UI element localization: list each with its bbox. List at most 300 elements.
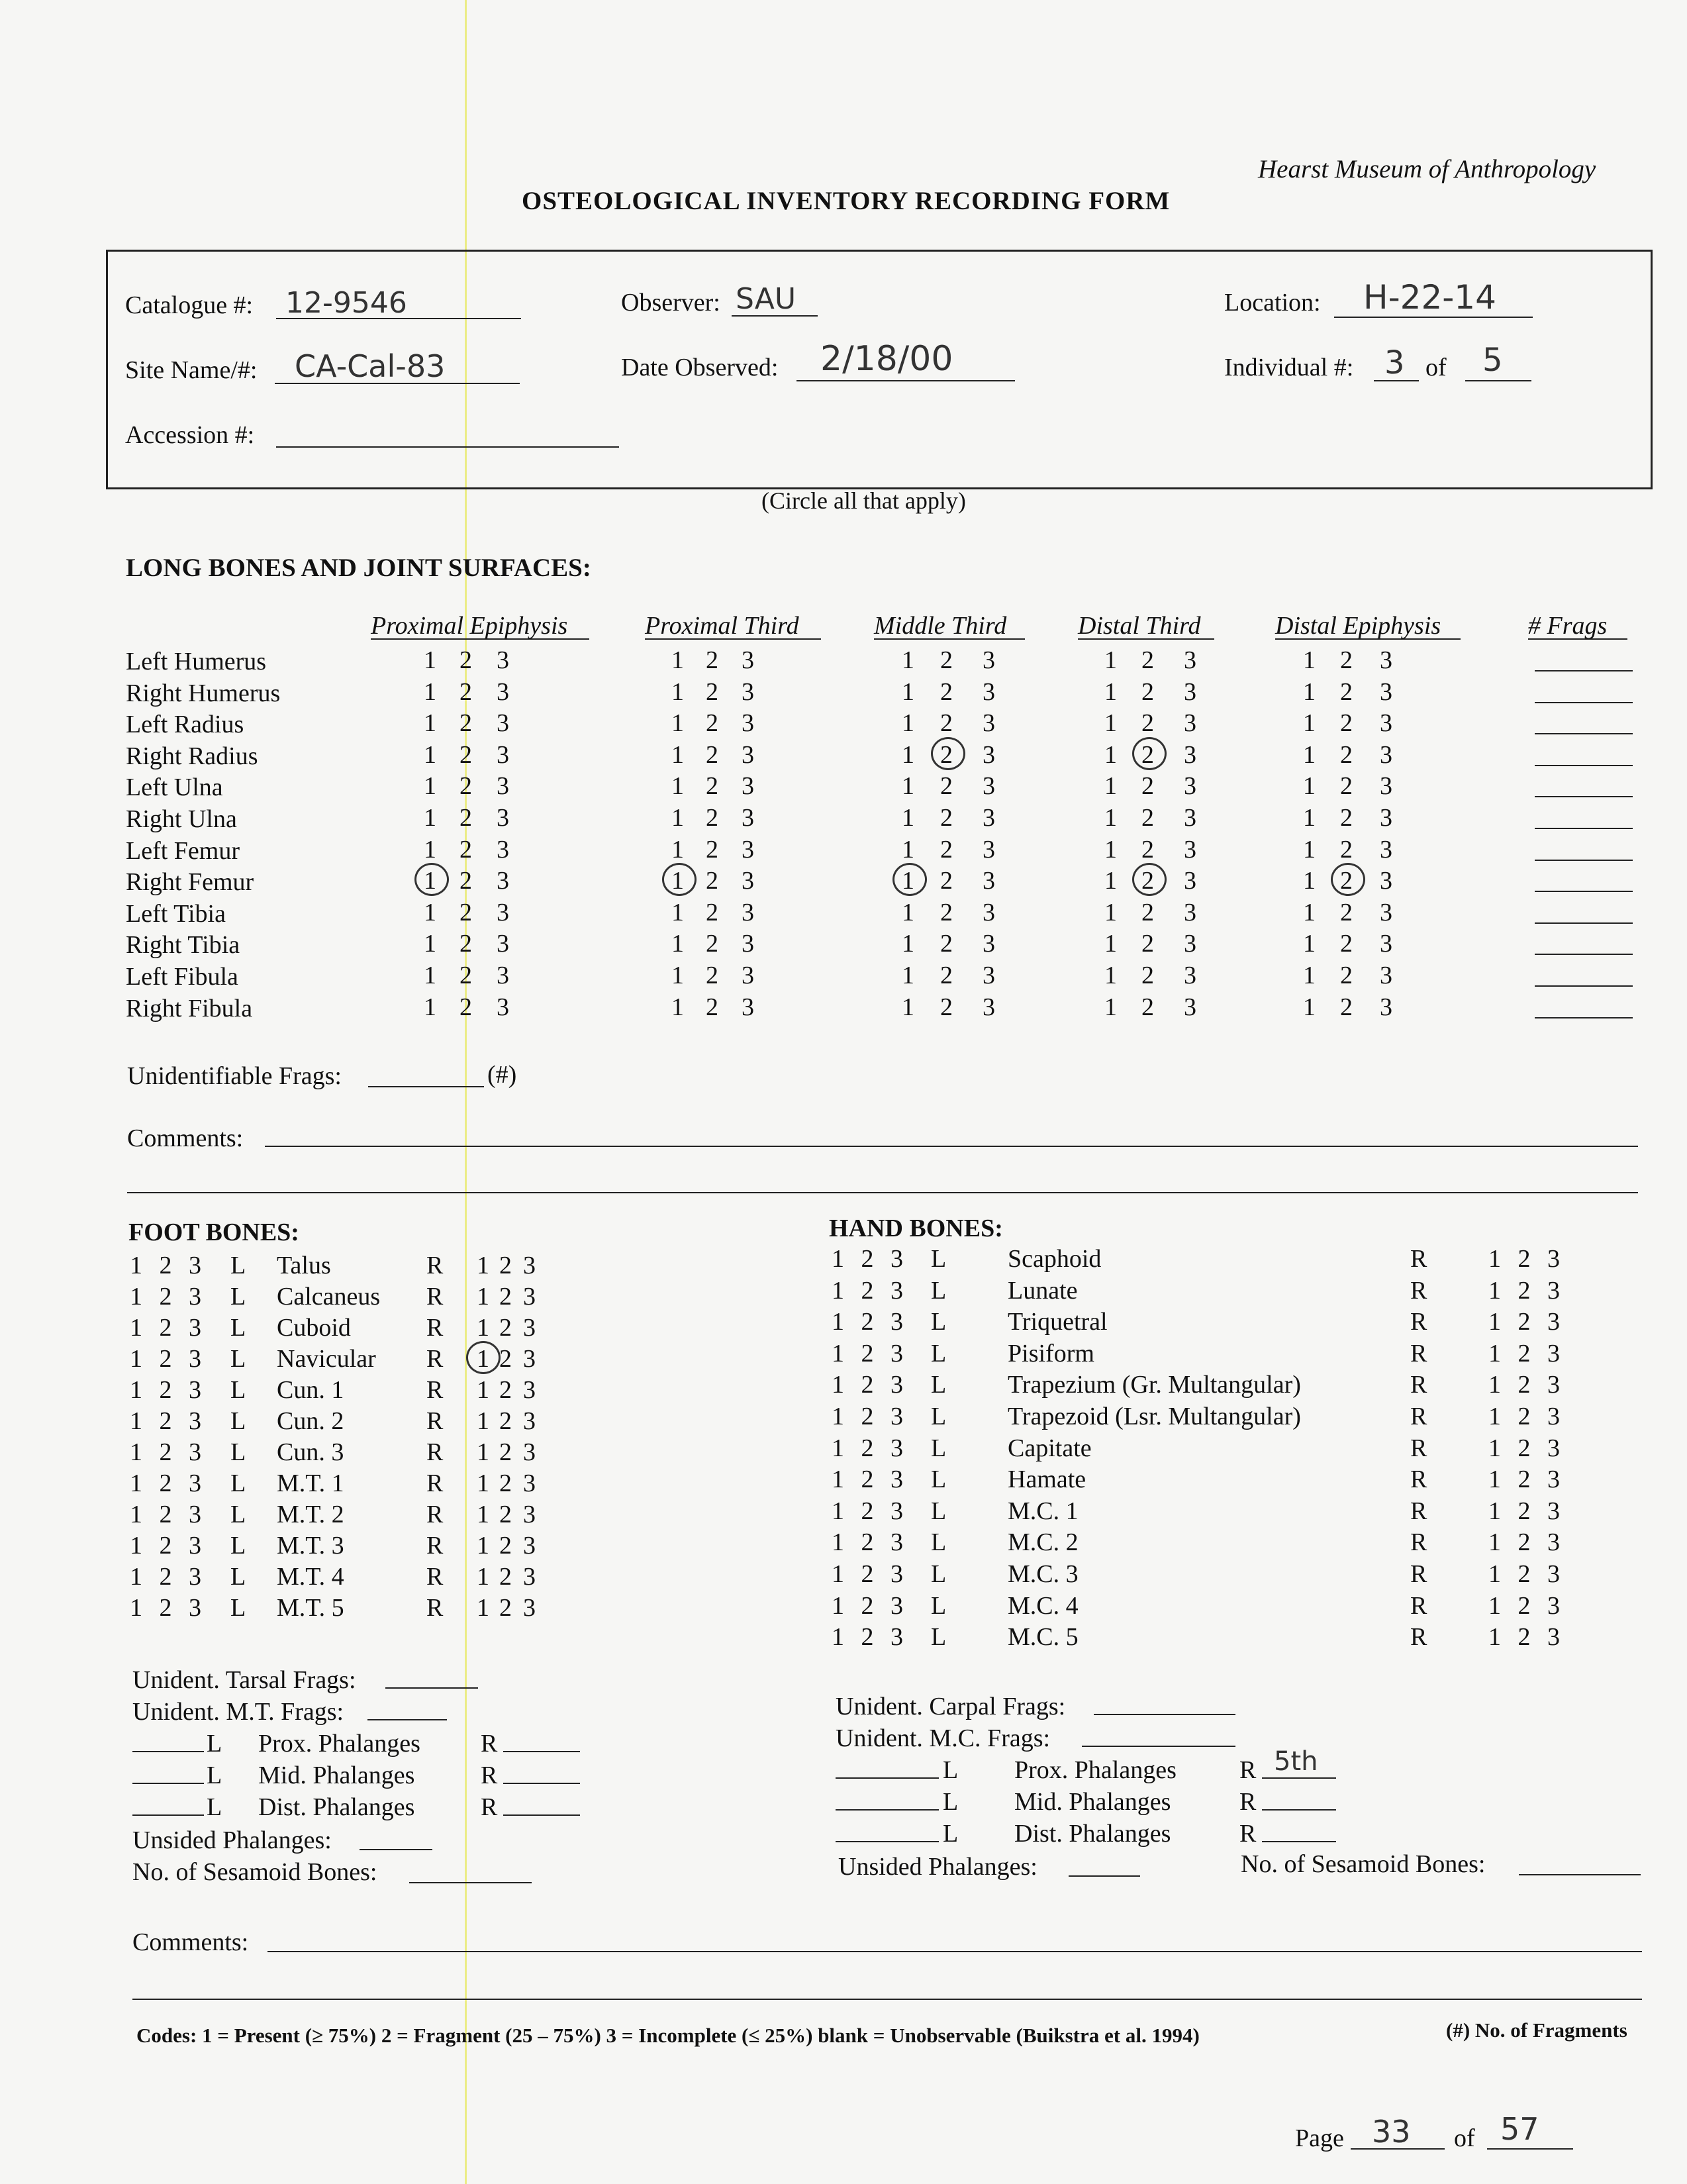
score-option[interactable]: 3 bbox=[1380, 962, 1392, 989]
score-option[interactable]: 3 bbox=[742, 962, 754, 989]
score-option[interactable]: 3 bbox=[497, 867, 509, 895]
unident-frags-line[interactable] bbox=[368, 1086, 484, 1087]
score-option[interactable]: 3 bbox=[497, 741, 509, 769]
right-scores[interactable]: 1 2 3 bbox=[1488, 1308, 1565, 1336]
left-scores[interactable]: 1 2 3 bbox=[832, 1340, 908, 1367]
hand-sesamoid-line[interactable] bbox=[1519, 1874, 1641, 1875]
score-option[interactable]: 2 bbox=[459, 646, 472, 674]
score-option[interactable]: 1 bbox=[424, 930, 436, 958]
right-score-option[interactable]: 1 bbox=[477, 1376, 489, 1404]
right-scores[interactable]: 1 2 3 bbox=[1488, 1623, 1565, 1651]
score-option[interactable]: 1 bbox=[1104, 772, 1117, 800]
score-option[interactable]: 2 bbox=[940, 930, 953, 958]
score-option[interactable]: 3 bbox=[742, 646, 754, 674]
score-option[interactable]: 2 bbox=[1141, 962, 1154, 989]
score-option[interactable]: 2 bbox=[1141, 646, 1154, 674]
score-option[interactable]: 2 bbox=[459, 962, 472, 989]
score-option[interactable]: 2 bbox=[1340, 646, 1353, 674]
score-option[interactable]: 2 bbox=[940, 899, 953, 926]
right-score-option[interactable]: 3 bbox=[523, 1563, 536, 1591]
score-option[interactable]: 2 bbox=[706, 804, 718, 832]
right-score-option[interactable]: 3 bbox=[523, 1438, 536, 1466]
score-option[interactable]: 1 bbox=[1303, 993, 1316, 1021]
score-option[interactable]: 3 bbox=[497, 646, 509, 674]
left-scores[interactable]: 1 2 3 bbox=[832, 1497, 908, 1525]
score-option[interactable]: 3 bbox=[983, 993, 995, 1021]
score-option[interactable]: 3 bbox=[983, 962, 995, 989]
left-scores[interactable]: 1 2 3 bbox=[130, 1532, 207, 1560]
left-scores[interactable]: 1 2 3 bbox=[130, 1594, 207, 1622]
score-option[interactable]: 3 bbox=[1380, 772, 1392, 800]
score-option[interactable]: 1 bbox=[1104, 930, 1117, 958]
score-option[interactable]: 1 bbox=[1303, 836, 1316, 864]
score-option[interactable]: 2 bbox=[459, 836, 472, 864]
score-option[interactable]: 2 bbox=[1340, 993, 1353, 1021]
score-option[interactable]: 2 bbox=[706, 993, 718, 1021]
score-option[interactable]: 3 bbox=[983, 930, 995, 958]
score-option[interactable]: 2 bbox=[459, 930, 472, 958]
score-option[interactable]: 1 bbox=[671, 678, 684, 706]
score-option[interactable]: 3 bbox=[742, 867, 754, 895]
frags-count-line[interactable] bbox=[1535, 891, 1633, 892]
right-score-option[interactable]: 3 bbox=[523, 1594, 536, 1622]
score-option[interactable]: 1 bbox=[671, 836, 684, 864]
score-option[interactable]: 1 bbox=[671, 993, 684, 1021]
score-option[interactable]: 1 bbox=[671, 646, 684, 674]
score-option[interactable]: 1 bbox=[671, 899, 684, 926]
score-option[interactable]: 2 bbox=[1141, 867, 1154, 895]
score-option[interactable]: 1 bbox=[902, 962, 914, 989]
location-line[interactable] bbox=[1334, 317, 1533, 318]
foot-sesamoid-line[interactable] bbox=[409, 1882, 532, 1883]
score-option[interactable]: 3 bbox=[497, 772, 509, 800]
mt-frags-line[interactable] bbox=[367, 1719, 447, 1720]
score-option[interactable]: 3 bbox=[497, 962, 509, 989]
left-scores[interactable]: 1 2 3 bbox=[130, 1376, 207, 1404]
score-option[interactable]: 3 bbox=[1380, 867, 1392, 895]
score-option[interactable]: 3 bbox=[742, 741, 754, 769]
score-option[interactable]: 2 bbox=[706, 930, 718, 958]
right-score-option[interactable]: 1 bbox=[477, 1314, 489, 1342]
score-option[interactable]: 3 bbox=[1184, 899, 1196, 926]
score-option[interactable]: 1 bbox=[1303, 804, 1316, 832]
score-option[interactable]: 1 bbox=[902, 772, 914, 800]
left-phalanx-line[interactable] bbox=[132, 1783, 204, 1784]
frags-count-line[interactable] bbox=[1535, 954, 1633, 955]
score-option[interactable]: 2 bbox=[1340, 772, 1353, 800]
score-option[interactable]: 1 bbox=[424, 804, 436, 832]
score-option[interactable]: 1 bbox=[902, 709, 914, 737]
score-option[interactable]: 2 bbox=[940, 962, 953, 989]
score-option[interactable]: 1 bbox=[902, 867, 914, 895]
right-phalanx-line[interactable] bbox=[503, 1814, 580, 1816]
right-scores[interactable]: 1 2 3 bbox=[1488, 1277, 1565, 1305]
right-score-option[interactable]: 1 bbox=[477, 1407, 489, 1435]
score-option[interactable]: 1 bbox=[424, 836, 436, 864]
right-scores[interactable]: 1 2 3 bbox=[1488, 1340, 1565, 1367]
score-option[interactable]: 1 bbox=[1104, 646, 1117, 674]
observer-value: SAU bbox=[736, 282, 796, 316]
left-phalanx-line[interactable] bbox=[836, 1841, 939, 1842]
score-option[interactable]: 3 bbox=[1380, 678, 1392, 706]
score-option[interactable]: 3 bbox=[983, 646, 995, 674]
score-option[interactable]: 2 bbox=[459, 899, 472, 926]
left-phalanx-line[interactable] bbox=[836, 1777, 939, 1779]
score-option[interactable]: 2 bbox=[1141, 836, 1154, 864]
score-option[interactable]: 3 bbox=[983, 804, 995, 832]
score-option[interactable]: 3 bbox=[742, 709, 754, 737]
right-score-option[interactable]: 2 bbox=[499, 1376, 512, 1404]
score-option[interactable]: 2 bbox=[706, 899, 718, 926]
score-option[interactable]: 3 bbox=[1184, 709, 1196, 737]
score-option[interactable]: 1 bbox=[424, 772, 436, 800]
right-score-option[interactable]: 2 bbox=[499, 1594, 512, 1622]
carpal-frags-line[interactable] bbox=[1094, 1714, 1235, 1715]
score-option[interactable]: 1 bbox=[671, 962, 684, 989]
score-option[interactable]: 2 bbox=[706, 867, 718, 895]
score-option[interactable]: 1 bbox=[1303, 646, 1316, 674]
right-score-option[interactable]: 2 bbox=[499, 1563, 512, 1591]
score-option[interactable]: 3 bbox=[742, 772, 754, 800]
score-option[interactable]: 3 bbox=[983, 772, 995, 800]
right-phalanx-line[interactable] bbox=[503, 1783, 580, 1784]
score-option[interactable]: 2 bbox=[706, 709, 718, 737]
score-option[interactable]: 1 bbox=[671, 804, 684, 832]
column-header: # Frags bbox=[1528, 612, 1608, 640]
score-option[interactable]: 3 bbox=[497, 899, 509, 926]
left-scores[interactable]: 1 2 3 bbox=[130, 1469, 207, 1497]
left-phalanx-line[interactable] bbox=[132, 1814, 204, 1816]
left-scores[interactable]: 1 2 3 bbox=[130, 1407, 207, 1435]
score-option[interactable]: 2 bbox=[940, 772, 953, 800]
score-option[interactable]: 2 bbox=[1340, 741, 1353, 769]
score-option[interactable]: 3 bbox=[983, 709, 995, 737]
left-scores[interactable]: 1 2 3 bbox=[832, 1560, 908, 1588]
score-option[interactable]: 2 bbox=[459, 772, 472, 800]
score-option[interactable]: 3 bbox=[983, 867, 995, 895]
score-option[interactable]: 2 bbox=[1340, 962, 1353, 989]
right-scores[interactable]: 1 2 3 bbox=[1488, 1560, 1565, 1588]
right-score-option[interactable]: 1 bbox=[477, 1532, 489, 1560]
score-option[interactable]: 3 bbox=[497, 836, 509, 864]
score-option[interactable]: 1 bbox=[424, 709, 436, 737]
score-option[interactable]: 1 bbox=[424, 741, 436, 769]
right-score-option[interactable]: 2 bbox=[499, 1283, 512, 1311]
score-option[interactable]: 2 bbox=[1340, 804, 1353, 832]
individual-total-line[interactable] bbox=[1465, 380, 1531, 381]
left-scores[interactable]: 1 2 3 bbox=[832, 1528, 908, 1556]
score-option[interactable]: 1 bbox=[902, 741, 914, 769]
score-option[interactable]: 1 bbox=[1303, 678, 1316, 706]
frags-count-line[interactable] bbox=[1535, 702, 1633, 703]
right-score-option[interactable]: 2 bbox=[499, 1469, 512, 1497]
right-score-option[interactable]: 1 bbox=[477, 1283, 489, 1311]
score-option[interactable]: 3 bbox=[497, 709, 509, 737]
right-score-option[interactable]: 3 bbox=[523, 1314, 536, 1342]
left-scores[interactable]: 1 2 3 bbox=[832, 1277, 908, 1305]
score-option[interactable]: 1 bbox=[1303, 962, 1316, 989]
score-option[interactable]: 3 bbox=[983, 836, 995, 864]
frags-count-line[interactable] bbox=[1535, 860, 1633, 861]
score-option[interactable]: 1 bbox=[902, 836, 914, 864]
right-score-option[interactable]: 2 bbox=[499, 1252, 512, 1279]
score-option[interactable]: 3 bbox=[1184, 804, 1196, 832]
right-score-option[interactable]: 2 bbox=[499, 1532, 512, 1560]
score-option[interactable]: 3 bbox=[1380, 993, 1392, 1021]
right-score-option[interactable]: 1 bbox=[477, 1501, 489, 1528]
score-option[interactable]: 1 bbox=[1303, 899, 1316, 926]
foot-unsided-line[interactable] bbox=[360, 1849, 432, 1850]
score-option[interactable]: 3 bbox=[1184, 993, 1196, 1021]
score-option[interactable]: 3 bbox=[1184, 646, 1196, 674]
right-score-option[interactable]: 1 bbox=[477, 1563, 489, 1591]
score-option[interactable]: 1 bbox=[1104, 899, 1117, 926]
score-option[interactable]: 1 bbox=[902, 804, 914, 832]
score-option[interactable]: 3 bbox=[497, 993, 509, 1021]
left-scores[interactable]: 1 2 3 bbox=[130, 1563, 207, 1591]
score-option[interactable]: 3 bbox=[1184, 741, 1196, 769]
score-option[interactable]: 3 bbox=[1380, 836, 1392, 864]
score-option[interactable]: 1 bbox=[1104, 678, 1117, 706]
left-scores[interactable]: 1 2 3 bbox=[130, 1283, 207, 1311]
left-scores[interactable]: 1 2 3 bbox=[832, 1403, 908, 1430]
score-option[interactable]: 1 bbox=[902, 993, 914, 1021]
score-option[interactable]: 3 bbox=[1184, 962, 1196, 989]
score-option[interactable]: 2 bbox=[940, 646, 953, 674]
score-option[interactable]: 2 bbox=[1141, 930, 1154, 958]
score-option[interactable]: 3 bbox=[983, 741, 995, 769]
score-option[interactable]: 2 bbox=[940, 804, 953, 832]
right-scores[interactable]: 1 2 3 bbox=[1488, 1592, 1565, 1620]
score-option[interactable]: 3 bbox=[497, 930, 509, 958]
score-option[interactable]: 1 bbox=[1104, 836, 1117, 864]
right-score-option[interactable]: 2 bbox=[499, 1407, 512, 1435]
left-scores[interactable]: 1 2 3 bbox=[832, 1465, 908, 1493]
right-score-option[interactable]: 1 bbox=[477, 1438, 489, 1466]
right-phalanx-line[interactable] bbox=[1262, 1841, 1336, 1842]
score-option[interactable]: 2 bbox=[940, 867, 953, 895]
score-option[interactable]: 3 bbox=[742, 836, 754, 864]
comments-line-1[interactable] bbox=[265, 1146, 1638, 1147]
score-option[interactable]: 2 bbox=[459, 804, 472, 832]
score-option[interactable]: 2 bbox=[940, 741, 953, 769]
tarsal-frags-line[interactable] bbox=[385, 1687, 478, 1689]
right-score-option[interactable]: 3 bbox=[523, 1469, 536, 1497]
left-scores[interactable]: 1 2 3 bbox=[130, 1345, 207, 1373]
score-option[interactable]: 1 bbox=[671, 930, 684, 958]
right-score-option[interactable]: 1 bbox=[477, 1345, 489, 1373]
mc-frags-line[interactable] bbox=[1082, 1746, 1235, 1747]
score-option[interactable]: 3 bbox=[1380, 899, 1392, 926]
right-score-option[interactable]: 3 bbox=[523, 1407, 536, 1435]
left-scores[interactable]: 1 2 3 bbox=[832, 1371, 908, 1399]
score-option[interactable]: 1 bbox=[902, 899, 914, 926]
right-score-option[interactable]: 3 bbox=[523, 1532, 536, 1560]
score-option[interactable]: 2 bbox=[706, 836, 718, 864]
right-score-option[interactable]: 3 bbox=[523, 1283, 536, 1311]
score-option[interactable]: 3 bbox=[983, 899, 995, 926]
score-option[interactable]: 3 bbox=[1380, 804, 1392, 832]
right-scores[interactable]: 1 2 3 bbox=[1488, 1497, 1565, 1525]
score-option[interactable]: 2 bbox=[1141, 709, 1154, 737]
score-option[interactable]: 2 bbox=[1340, 709, 1353, 737]
score-option[interactable]: 3 bbox=[1184, 867, 1196, 895]
score-option[interactable]: 3 bbox=[742, 678, 754, 706]
left-scores[interactable]: 1 2 3 bbox=[832, 1623, 908, 1651]
score-option[interactable]: 1 bbox=[1104, 741, 1117, 769]
score-option[interactable]: 3 bbox=[742, 804, 754, 832]
right-scores[interactable]: 1 2 3 bbox=[1488, 1371, 1565, 1399]
score-option[interactable]: 1 bbox=[1303, 709, 1316, 737]
score-option[interactable]: 1 bbox=[1303, 741, 1316, 769]
left-scores[interactable]: 1 2 3 bbox=[130, 1252, 207, 1279]
right-score-option[interactable]: 2 bbox=[499, 1438, 512, 1466]
score-option[interactable]: 2 bbox=[1340, 867, 1353, 895]
left-phalanx-line[interactable] bbox=[132, 1751, 204, 1752]
frags-count-line[interactable] bbox=[1535, 1017, 1633, 1018]
score-option[interactable]: 2 bbox=[1141, 899, 1154, 926]
score-option[interactable]: 2 bbox=[1340, 930, 1353, 958]
right-scores[interactable]: 1 2 3 bbox=[1488, 1245, 1565, 1273]
score-option[interactable]: 1 bbox=[1303, 867, 1316, 895]
score-option[interactable]: 2 bbox=[1141, 993, 1154, 1021]
left-scores[interactable]: 1 2 3 bbox=[130, 1314, 207, 1342]
score-option[interactable]: 1 bbox=[424, 867, 436, 895]
right-score-option[interactable]: 1 bbox=[477, 1252, 489, 1279]
score-option[interactable]: 1 bbox=[1104, 709, 1117, 737]
score-option[interactable]: 2 bbox=[706, 646, 718, 674]
score-option[interactable]: 3 bbox=[1380, 709, 1392, 737]
score-option[interactable]: 1 bbox=[671, 741, 684, 769]
score-option[interactable]: 1 bbox=[1303, 930, 1316, 958]
score-option[interactable]: 3 bbox=[497, 678, 509, 706]
right-scores[interactable]: 1 2 3 bbox=[1488, 1434, 1565, 1462]
right-phalanx-line[interactable] bbox=[503, 1751, 580, 1752]
frags-count-line[interactable] bbox=[1535, 765, 1633, 766]
right-score-option[interactable]: 3 bbox=[523, 1252, 536, 1279]
accession-line[interactable] bbox=[276, 446, 619, 448]
score-option[interactable]: 3 bbox=[742, 993, 754, 1021]
comments-line-2[interactable] bbox=[127, 1192, 1638, 1193]
score-option[interactable]: 2 bbox=[940, 993, 953, 1021]
score-option[interactable]: 1 bbox=[671, 867, 684, 895]
score-option[interactable]: 3 bbox=[1380, 646, 1392, 674]
score-option[interactable]: 1 bbox=[424, 993, 436, 1021]
score-option[interactable]: 3 bbox=[1184, 772, 1196, 800]
score-option[interactable]: 2 bbox=[459, 993, 472, 1021]
left-scores[interactable]: 1 2 3 bbox=[130, 1501, 207, 1528]
score-option[interactable]: 1 bbox=[902, 678, 914, 706]
score-option[interactable]: 2 bbox=[706, 741, 718, 769]
right-score-option[interactable]: 2 bbox=[499, 1345, 512, 1373]
frags-count-line[interactable] bbox=[1535, 985, 1633, 987]
score-option[interactable]: 3 bbox=[983, 678, 995, 706]
left-scores[interactable]: 1 2 3 bbox=[832, 1308, 908, 1336]
score-option[interactable]: 3 bbox=[742, 930, 754, 958]
score-option[interactable]: 3 bbox=[1380, 741, 1392, 769]
score-option[interactable]: 1 bbox=[424, 678, 436, 706]
left-scores[interactable]: 1 2 3 bbox=[832, 1245, 908, 1273]
right-scores[interactable]: 1 2 3 bbox=[1488, 1528, 1565, 1556]
right-score-option[interactable]: 2 bbox=[499, 1501, 512, 1528]
frags-count-line[interactable] bbox=[1535, 670, 1633, 671]
score-option[interactable]: 2 bbox=[706, 678, 718, 706]
right-scores[interactable]: 1 2 3 bbox=[1488, 1465, 1565, 1493]
score-option[interactable]: 2 bbox=[459, 867, 472, 895]
score-option[interactable]: 3 bbox=[497, 804, 509, 832]
frags-count-line[interactable] bbox=[1535, 828, 1633, 829]
score-option[interactable]: 3 bbox=[1380, 930, 1392, 958]
score-option[interactable]: 1 bbox=[424, 646, 436, 674]
right-score-option[interactable]: 1 bbox=[477, 1594, 489, 1622]
score-option[interactable]: 1 bbox=[1104, 993, 1117, 1021]
score-option[interactable]: 2 bbox=[706, 962, 718, 989]
score-option[interactable]: 1 bbox=[424, 899, 436, 926]
right-score-option[interactable]: 2 bbox=[499, 1314, 512, 1342]
left-scores[interactable]: 1 2 3 bbox=[130, 1438, 207, 1466]
score-option[interactable]: 2 bbox=[1340, 899, 1353, 926]
score-option[interactable]: 1 bbox=[1104, 804, 1117, 832]
score-option[interactable]: 3 bbox=[1184, 836, 1196, 864]
score-option[interactable]: 1 bbox=[902, 930, 914, 958]
score-option[interactable]: 2 bbox=[706, 772, 718, 800]
right-score-option[interactable]: 3 bbox=[523, 1501, 536, 1528]
score-option[interactable]: 2 bbox=[1141, 741, 1154, 769]
score-option[interactable]: 2 bbox=[1340, 678, 1353, 706]
score-option[interactable]: 2 bbox=[1340, 836, 1353, 864]
bottom-comments-line-2[interactable] bbox=[132, 1999, 1642, 2000]
right-phalanx-line[interactable] bbox=[1262, 1809, 1336, 1811]
bottom-comments-line-1[interactable] bbox=[267, 1951, 1642, 1952]
right-scores[interactable]: 1 2 3 bbox=[1488, 1403, 1565, 1430]
score-option[interactable]: 1 bbox=[671, 772, 684, 800]
date-line[interactable] bbox=[796, 380, 1015, 381]
frags-count-line[interactable] bbox=[1535, 922, 1633, 924]
score-option[interactable]: 3 bbox=[1184, 678, 1196, 706]
score-option[interactable]: 1 bbox=[1303, 772, 1316, 800]
bone-name: Right Humerus bbox=[126, 679, 281, 707]
score-option[interactable]: 2 bbox=[459, 709, 472, 737]
score-option[interactable]: 2 bbox=[1141, 804, 1154, 832]
right-score-option[interactable]: 3 bbox=[523, 1345, 536, 1373]
score-option[interactable]: 2 bbox=[1141, 772, 1154, 800]
score-option[interactable]: 3 bbox=[742, 899, 754, 926]
frags-count-line[interactable] bbox=[1535, 733, 1633, 734]
frags-count-line[interactable] bbox=[1535, 796, 1633, 797]
score-option[interactable]: 1 bbox=[424, 962, 436, 989]
score-option[interactable]: 1 bbox=[902, 646, 914, 674]
hand-unsided-line[interactable] bbox=[1069, 1875, 1140, 1877]
right-score-option[interactable]: 3 bbox=[523, 1376, 536, 1404]
score-option[interactable]: 1 bbox=[1104, 962, 1117, 989]
individual-of: of bbox=[1425, 354, 1447, 381]
score-option[interactable]: 2 bbox=[459, 678, 472, 706]
score-option[interactable]: 2 bbox=[940, 709, 953, 737]
left-scores[interactable]: 1 2 3 bbox=[832, 1592, 908, 1620]
score-option[interactable]: 2 bbox=[940, 678, 953, 706]
score-option[interactable]: 2 bbox=[1141, 678, 1154, 706]
left-scores[interactable]: 1 2 3 bbox=[832, 1434, 908, 1462]
score-option[interactable]: 2 bbox=[940, 836, 953, 864]
right-score-option[interactable]: 1 bbox=[477, 1469, 489, 1497]
right-phalanx-line[interactable] bbox=[1262, 1777, 1336, 1779]
score-option[interactable]: 1 bbox=[671, 709, 684, 737]
left-phalanx-line[interactable] bbox=[836, 1809, 939, 1811]
score-option[interactable]: 2 bbox=[459, 741, 472, 769]
page-total-line[interactable] bbox=[1487, 2148, 1573, 2150]
score-option[interactable]: 3 bbox=[1184, 930, 1196, 958]
score-option[interactable]: 1 bbox=[1104, 867, 1117, 895]
